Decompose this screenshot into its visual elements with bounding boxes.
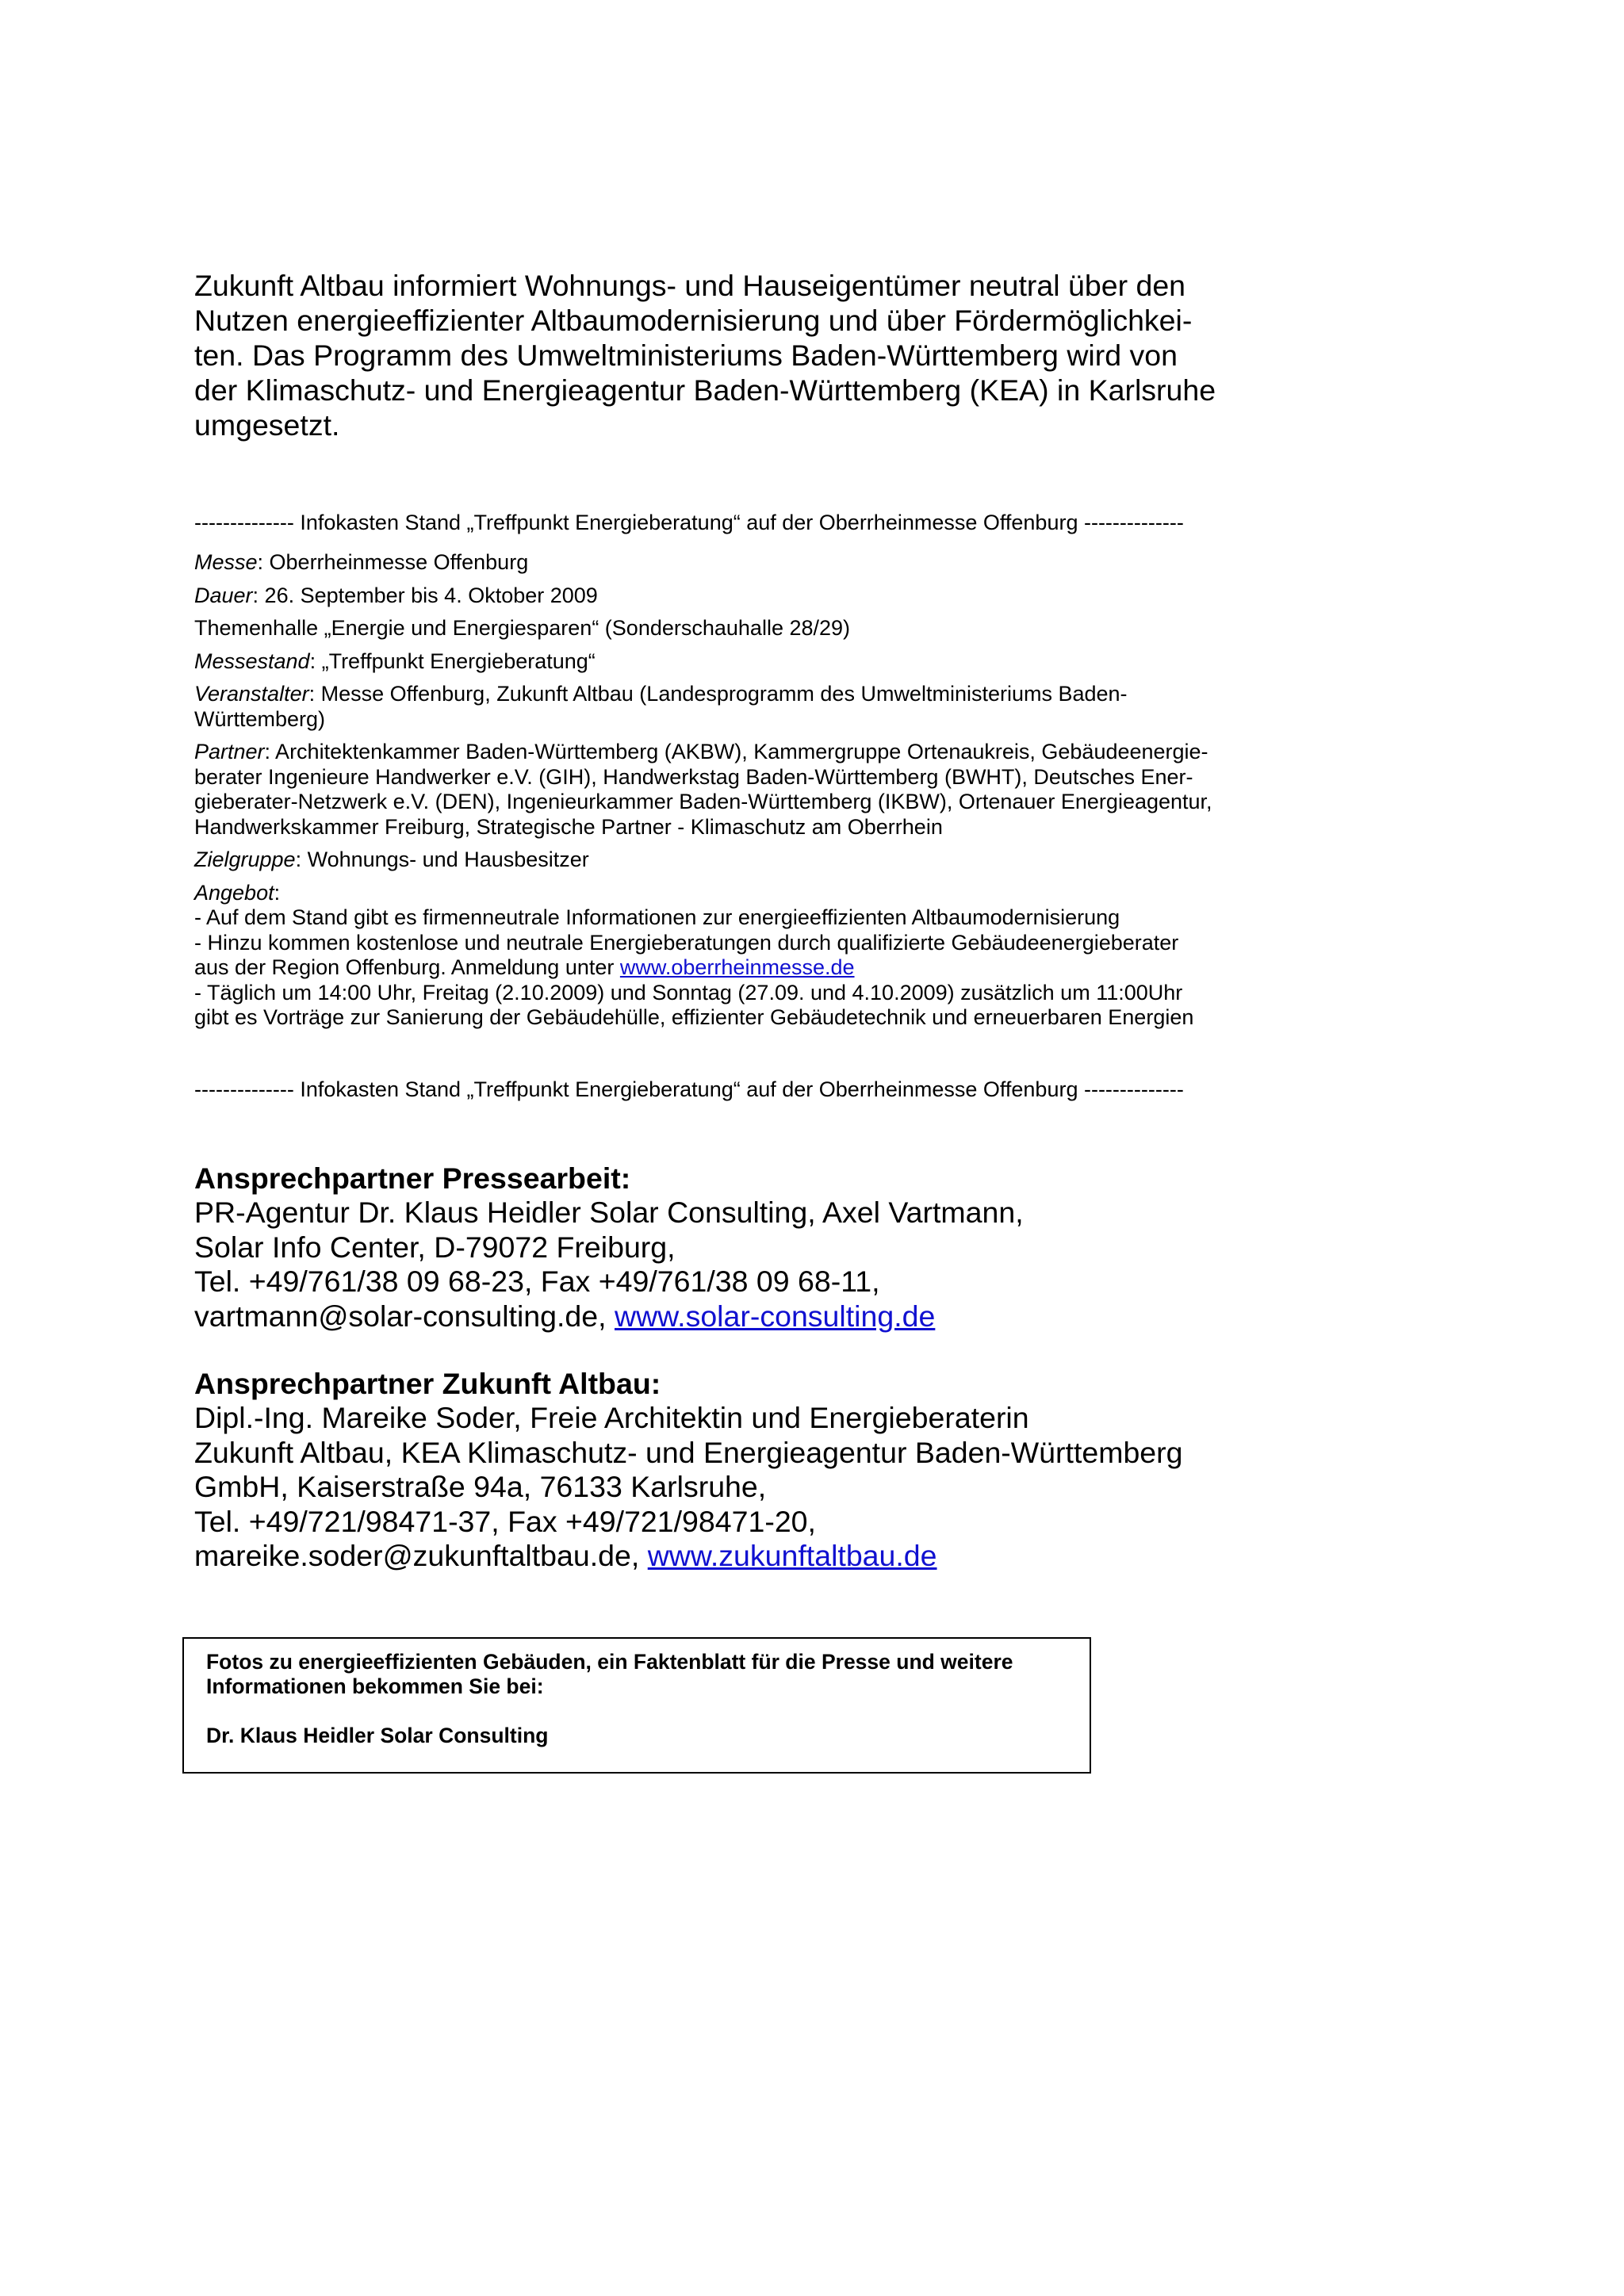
messestand-value: : „Treffpunkt Energieberatung“ bbox=[309, 649, 596, 673]
photo-info-line: Informationen bekommen Sie bei: bbox=[206, 1674, 544, 1698]
info-dauer bbox=[194, 584, 1249, 609]
partner-line: Handwerkskammer Freiburg, Strategische Partner - Klimaschutz am Oberrhein bbox=[194, 814, 943, 839]
messe-label: Messe bbox=[194, 550, 258, 574]
infobox-divider-top: -------------- Infokasten Stand „Treffpunkt Energieberatung“ auf der Oberrheinmesse Offenburg -------------- bbox=[194, 511, 1184, 534]
partner-label: Partner bbox=[194, 740, 265, 763]
zielgruppe-label: Zielgruppe bbox=[194, 848, 296, 871]
altbau-contact bbox=[194, 1366, 1304, 1574]
press-contact-line bbox=[194, 1299, 1304, 1334]
altbau-contact-line bbox=[194, 1539, 1304, 1574]
dauer-value: : 26. September bis 4. Oktober 2009 bbox=[252, 583, 598, 607]
press-contact-line: Solar Info Center, D-79072 Freiburg, bbox=[194, 1230, 676, 1264]
intro-line: Zukunft Altbau informiert Wohnungs- und Hauseigentümer neutral über den bbox=[194, 269, 1186, 302]
info-angebot bbox=[194, 881, 1249, 1031]
angebot-line: - Hinzu kommen kostenlose und neutrale Energieberatungen durch qualifizierte Gebäudeenergieberater bbox=[194, 930, 1179, 955]
dauer-label: Dauer bbox=[194, 583, 253, 607]
info-messestand bbox=[194, 649, 1249, 675]
info-zielgruppe bbox=[194, 848, 1249, 873]
press-contact bbox=[194, 1161, 1304, 1334]
press-contact-heading: Ansprechpartner Pressearbeit: bbox=[194, 1161, 631, 1195]
zielgruppe-value: : Wohnungs- und Hausbesitzer bbox=[295, 848, 589, 871]
infobox-divider-bottom: -------------- Infokasten Stand „Treffpunkt Energieberatung“ auf der Oberrheinmesse Offenburg -------------- bbox=[194, 1077, 1184, 1101]
altbau-contact-heading: Ansprechpartner Zukunft Altbau: bbox=[194, 1367, 661, 1400]
press-contact-line: Tel. +49/761/38 09 68-23, Fax +49/761/38 09 68-11, bbox=[194, 1265, 880, 1298]
altbau-contact-line: Dipl.-Ing. Mareike Soder, Freie Architektin und Energieberaterin bbox=[194, 1401, 1029, 1434]
veranstalter-line: Württemberg) bbox=[194, 706, 326, 731]
info-partner bbox=[194, 740, 1249, 840]
altbau-email: mareike.soder@zukunftaltbau.de, bbox=[194, 1539, 648, 1572]
partner-line: gieberater-Netzwerk e.V. (DEN), Ingenieurkammer Baden-Württemberg (IKBW), Ortenauer Energieagentur, bbox=[194, 790, 1212, 813]
intro-line: ten. Das Programm des Umweltministeriums Baden-Württemberg wird von bbox=[194, 339, 1178, 372]
zukunftaltbau-link[interactable]: www.zukunftaltbau.de bbox=[647, 1539, 937, 1572]
intro-line: der Klimaschutz- und Energieagentur Baden-Württemberg (KEA) in Karlsruhe bbox=[194, 373, 1216, 407]
angebot-label: Angebot bbox=[194, 880, 274, 905]
altbau-contact-line: Zukunft Altbau, KEA Klimaschutz- und Energieagentur Baden-Württemberg bbox=[194, 1435, 1183, 1469]
angebot-line: - Auf dem Stand gibt es firmenneutrale Informationen zur energieeffizienten Altbaumodernisierung bbox=[194, 905, 1120, 929]
intro-line: Nutzen energieeffizienter Altbaumodernisierung und über Fördermöglichkei- bbox=[194, 304, 1193, 337]
solar-consulting-link[interactable]: www.solar-consulting.de bbox=[614, 1299, 936, 1333]
photo-info-line: Fotos zu energieeffizienten Gebäuden, ein Faktenblatt für die Presse und weitere bbox=[206, 1650, 1013, 1674]
info-themenhalle: Themenhalle „Energie und Energiesparen“ (Sonderschauhalle 28/29) bbox=[194, 616, 851, 640]
photo-info-spacer bbox=[206, 1699, 1063, 1724]
veranstalter-label: Veranstalter bbox=[194, 682, 309, 706]
photo-info-company: Dr. Klaus Heidler Solar Consulting bbox=[206, 1724, 549, 1747]
angebot-line: - Täglich um 14:00 Uhr, Freitag (2.10.2009) und Sonntag (27.09. und 4.10.2009) zusätzlich um 11:00Uhr bbox=[194, 980, 1183, 1004]
info-veranstalter bbox=[194, 682, 1249, 732]
angebot-line: gibt es Vorträge zur Sanierung der Gebäudehülle, effizienter Gebäudetechnik und erneuerbaren Energien bbox=[194, 1005, 1194, 1029]
info-messe bbox=[194, 550, 1249, 576]
intro-paragraph bbox=[194, 268, 1249, 442]
angebot-line bbox=[194, 955, 1249, 981]
oberrheinmesse-link[interactable]: www.oberrheinmesse.de bbox=[619, 955, 855, 979]
infobox bbox=[194, 550, 1249, 1031]
partner-line: berater Ingenieure Handwerker e.V. (GIH), Handwerkstag Baden-Württemberg (BWHT), Deutsches Ener- bbox=[194, 764, 1193, 789]
messe-value: : Oberrheinmesse Offenburg bbox=[257, 550, 529, 574]
altbau-contact-line: Tel. +49/721/98471-37, Fax +49/721/98471-20, bbox=[194, 1504, 816, 1538]
angebot-line-prefix: aus der Region Offenburg. Anmeldung unter bbox=[194, 955, 620, 979]
intro-line: umgesetzt. bbox=[194, 408, 340, 442]
messestand-label: Messestand bbox=[194, 649, 310, 673]
veranstalter-line: : Messe Offenburg, Zukunft Altbau (Landesprogramm des Umweltministeriums Baden- bbox=[308, 682, 1128, 706]
partner-line: : Architektenkammer Baden-Württemberg (AKBW), Kammergruppe Ortenaukreis, Gebäudeenergie- bbox=[264, 740, 1208, 763]
altbau-contact-line: GmbH, Kaiserstraße 94a, 76133 Karlsruhe, bbox=[194, 1470, 767, 1503]
photo-info-box bbox=[182, 1637, 1091, 1774]
press-contact-line: PR-Agentur Dr. Klaus Heidler Solar Consulting, Axel Vartmann, bbox=[194, 1196, 1024, 1229]
press-email: vartmann@solar-consulting.de, bbox=[194, 1299, 615, 1333]
angebot-colon: : bbox=[274, 880, 281, 905]
photo-info-text bbox=[206, 1650, 1063, 1748]
